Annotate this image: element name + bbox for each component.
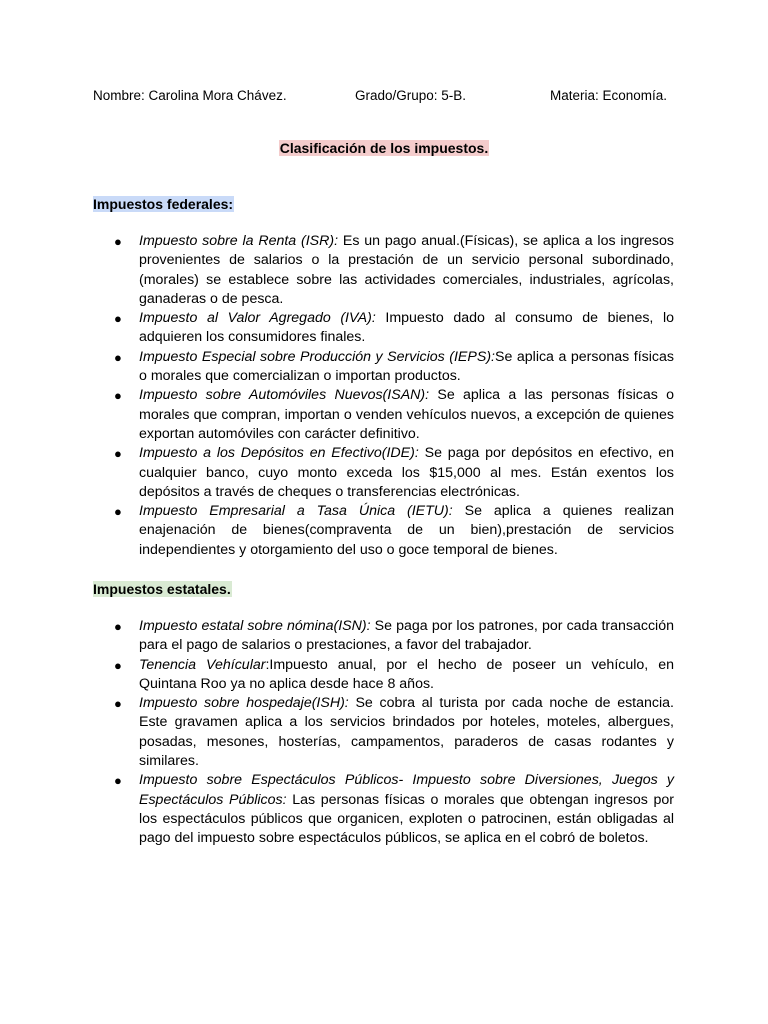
tax-name: Tenencia Vehícular	[139, 656, 266, 673]
bullet-icon: ●	[114, 446, 122, 462]
bullet-icon: ●	[114, 311, 122, 327]
tax-description: Las personas físicas o morales que obtengan ingresos por los espectáculos públicos que organicen, exploten o patrocinen, están obligadas al pago del impuesto sobre espectáculos públicos, se aplica en el cobró de boletos.	[139, 791, 674, 847]
list-item	[114, 771, 674, 848]
tax-name: Impuesto al Valor Agregado (IVA):	[139, 310, 376, 327]
state-section-heading-wrapper	[93, 579, 232, 599]
tax-name: Impuesto Empresarial a Tasa Única (IETU):	[139, 503, 453, 520]
tax-name: Impuesto sobre hospedaje(ISH):	[139, 695, 349, 712]
list-item	[114, 617, 674, 656]
list-item	[114, 386, 674, 444]
state-section-heading: Impuestos estatales.	[93, 581, 231, 597]
tax-description: Impuesto dado al consumo de bienes, lo adquieren los consumidores finales.	[139, 310, 674, 346]
federal-section-heading-wrapper	[93, 194, 234, 214]
state-tax-list	[114, 617, 675, 849]
tax-description: Se paga por depósitos en efectivo, en cualquier banco, cuyo monto exceda los $15,000 al mes. Están exentos los depósitos a través de cheques o transferencias electrónicas.	[139, 445, 674, 500]
student-name: Nombre: Carolina Mora Chávez.	[93, 88, 287, 103]
bullet-icon: ●	[114, 696, 122, 712]
tax-name: Impuesto sobre la Renta (ISR):	[139, 233, 339, 249]
tax-description: Es un pago anual.(Físicas), se aplica a los ingresos provenientes de salarios o la prestación de un servicio personal subordinado,(morales) se establece sobre las actividades comerciales, industriales, agrícolas, ganaderas o de pesca.	[139, 233, 674, 307]
student-header	[93, 87, 675, 105]
tax-name: Impuesto sobre Automóviles Nuevos(ISAN):	[139, 387, 430, 404]
tax-description: Se cobra al turista por cada noche de estancia. Este gravamen aplica a los servicios brindados por hoteles, moteles, albergues, posadas, mesones, hosterías, campamentos, paraderos de casas rodantes y similares.	[139, 695, 674, 770]
list-item	[114, 656, 675, 695]
list-item	[114, 444, 674, 502]
tax-description: Se aplica a personas físicas o morales que comercializan o importan productos.	[139, 348, 674, 385]
bullet-icon: ●	[114, 773, 122, 789]
bullet-icon: ●	[114, 619, 122, 634]
list-item	[114, 694, 674, 771]
federal-section-heading: Impuestos federales:	[93, 196, 234, 212]
student-grade: Grado/Grupo: 5-B.	[355, 88, 467, 103]
bullet-icon: ●	[114, 349, 122, 365]
tax-name: Impuesto sobre Espectáculos Públicos- Impuesto sobre Diversiones, Juegos y Espectáculos Públicos:	[139, 772, 674, 808]
bullet-icon: ●	[114, 504, 122, 520]
tax-description: :Impuesto anual, por el hecho de poseer un vehículo, en Quintana Roo ya no aplica desde hace 8 años.	[139, 656, 675, 692]
bullet-icon: ●	[114, 388, 122, 404]
tax-description: Se aplica a las personas físicas o morales que compran, importan o venden vehículos nuevos, a excepción de quienes exportan automóviles con carácter definitivo.	[139, 387, 674, 442]
student-subject: Materia: Economía.	[550, 88, 668, 103]
tax-name: Impuesto a los Depósitos en Efectivo(IDE):	[139, 445, 419, 462]
tax-description: Se aplica a quienes realizan enajenación de bienes(compraventa de un bien),prestación de servicios independientes y otorgamiento del uso o goce temporal de bienes.	[139, 503, 674, 558]
bullet-icon: ●	[114, 657, 122, 673]
list-item	[114, 348, 674, 387]
bullet-icon: ●	[114, 234, 122, 249]
list-item	[114, 232, 674, 309]
tax-description: Se paga por los patrones, por cada transacción para el pago de salarios o prestaciones, a favor del trabajador.	[139, 618, 674, 654]
document-title: Clasificación de los impuestos.	[279, 140, 489, 156]
document-title-wrapper	[0, 138, 768, 158]
tax-name: Impuesto Especial sobre Producción y Servicios (IEPS):	[139, 348, 495, 365]
federal-tax-list	[114, 232, 674, 560]
list-item	[114, 502, 674, 560]
list-item	[114, 309, 674, 348]
tax-name: Impuesto estatal sobre nómina(ISN):	[139, 618, 371, 634]
